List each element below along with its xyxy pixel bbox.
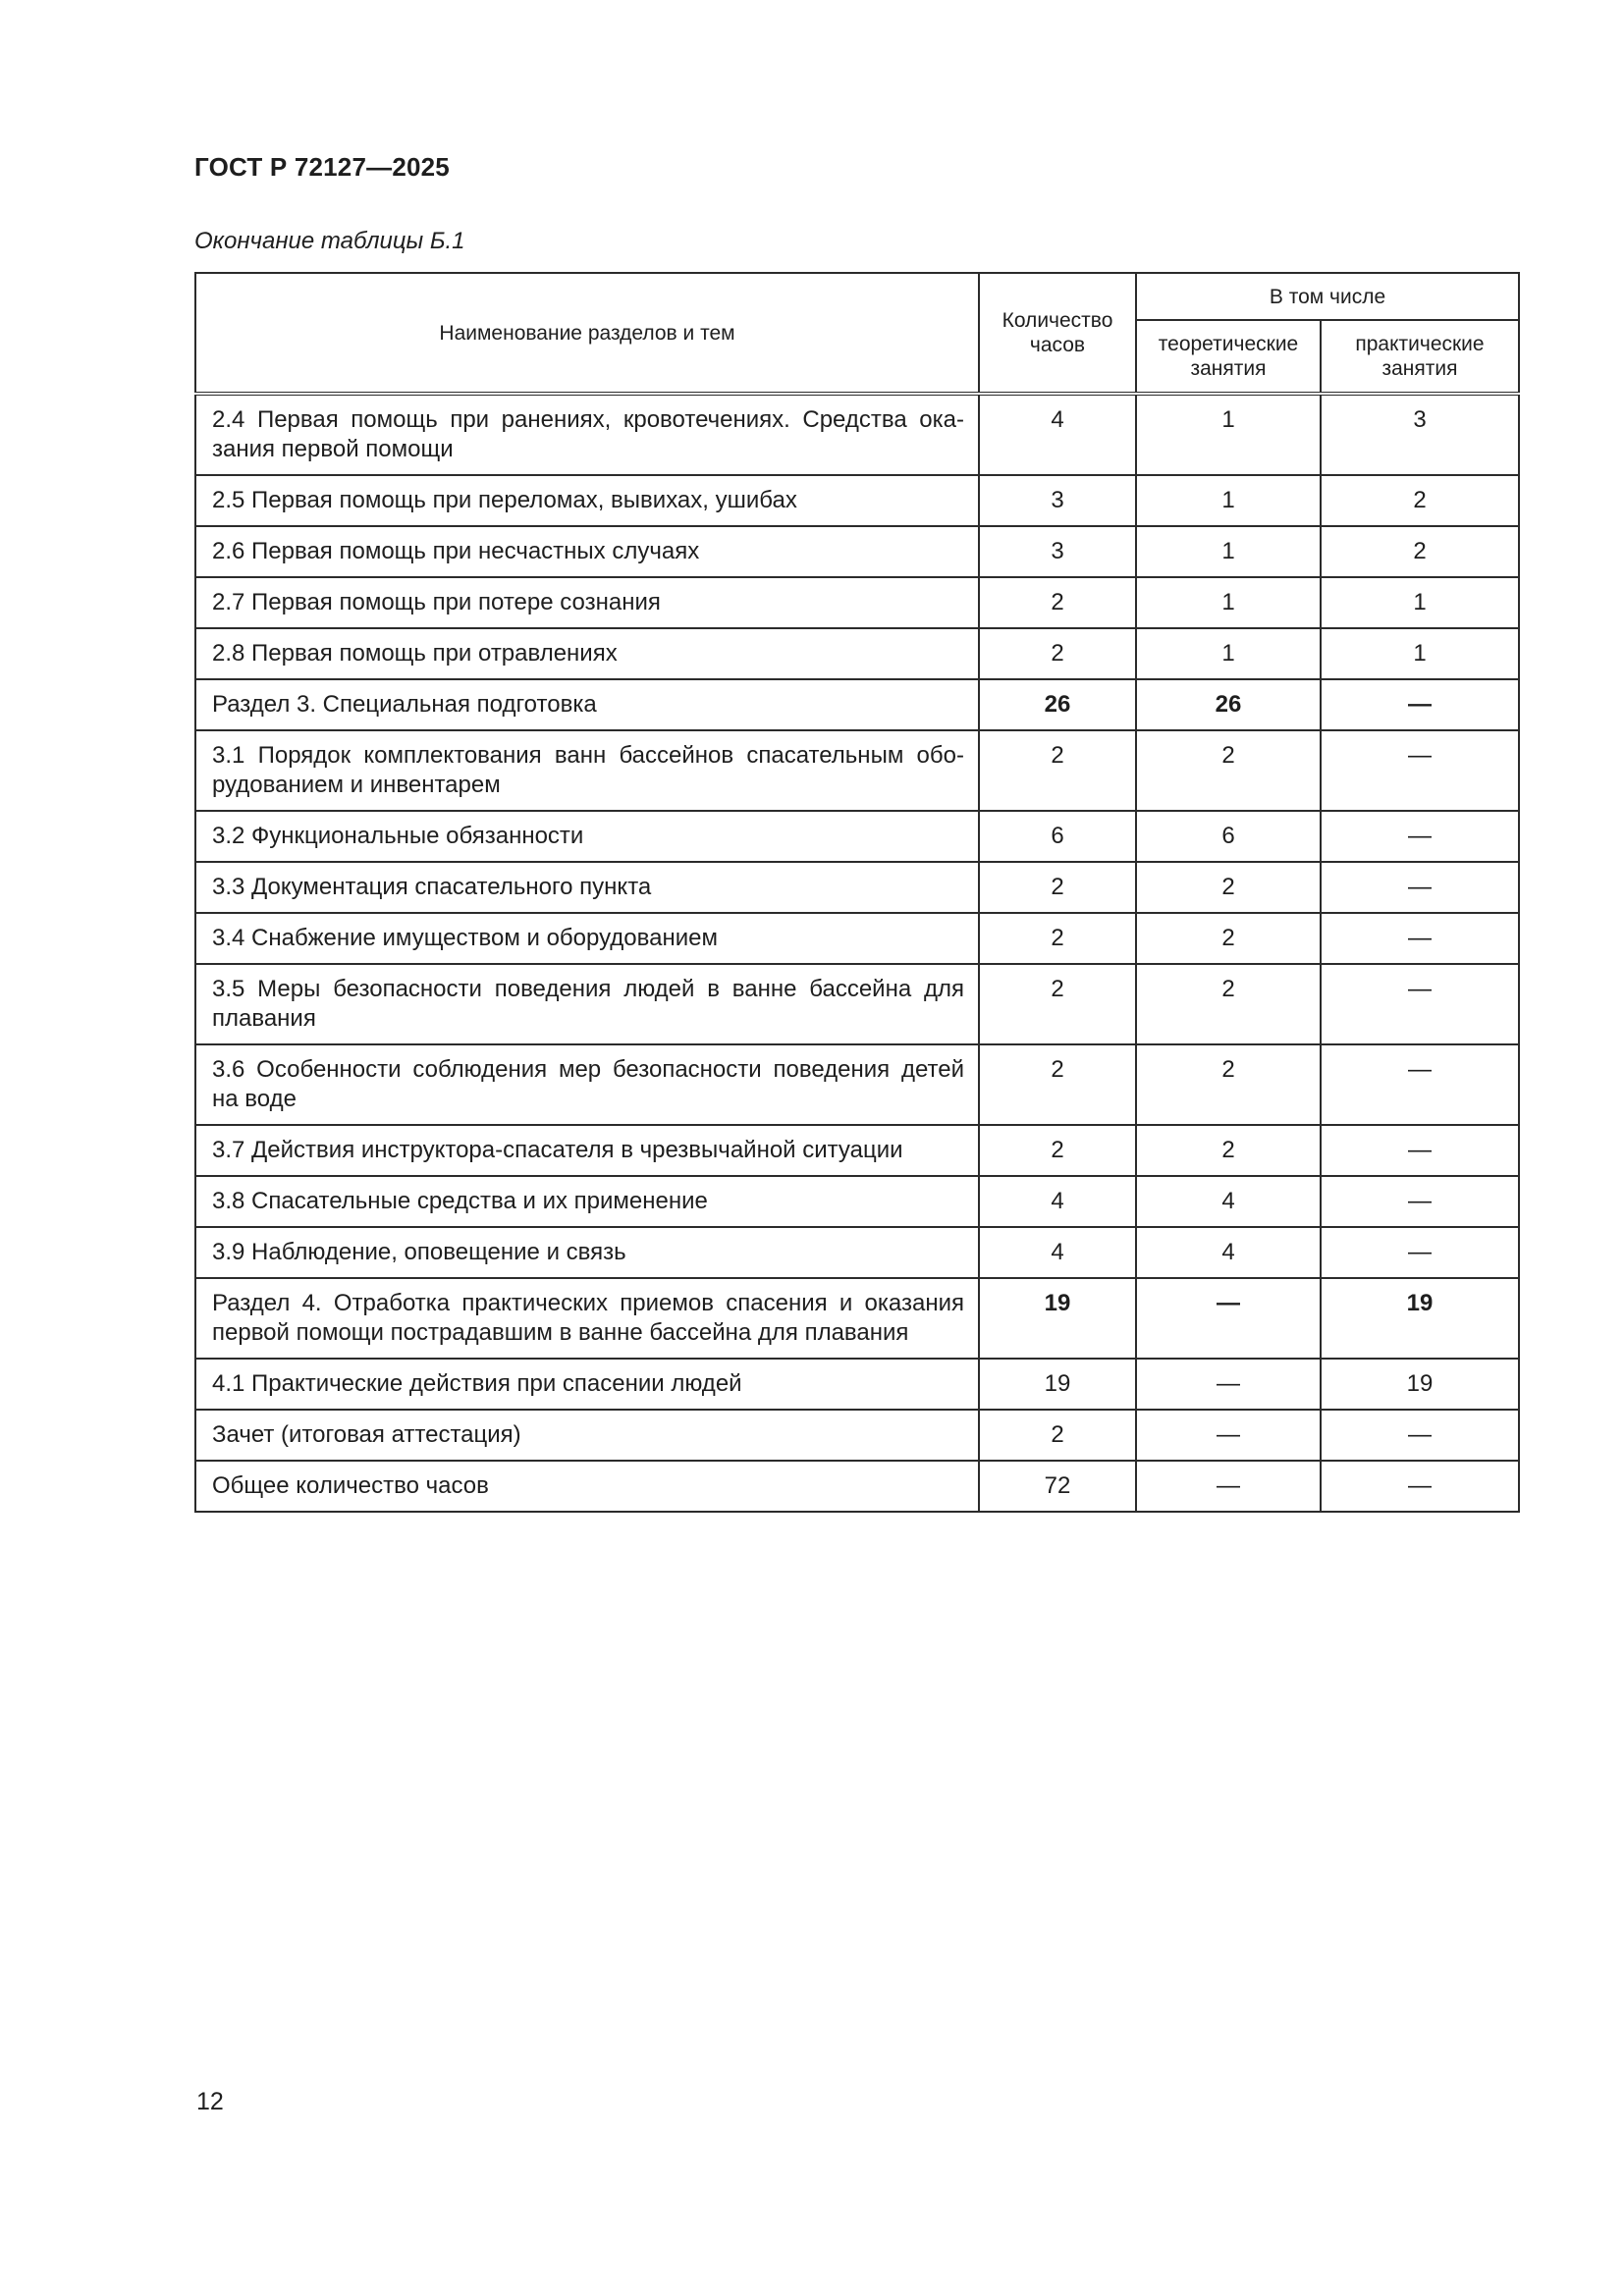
column-header-including: В том числе [1136,273,1519,320]
row-practice-hours: 1 [1321,577,1519,628]
row-topic-name: 3.8 Спасательные средства и их применение [195,1176,979,1227]
row-topic-name: 3.1 Порядок комплектования ванн бассейнов спасательным обо-рудованием и инвентарем [195,730,979,811]
document-standard-number: ГОСТ Р 72127—2025 [194,152,450,182]
table-row [195,1359,1519,1410]
row-topic-name: 3.2 Функциональные обязанности [195,811,979,862]
row-hours: 3 [979,526,1136,577]
total-row [195,1461,1519,1512]
row-practice-hours: 1 [1321,628,1519,679]
row-theory-hours: — [1136,1410,1321,1461]
row-hours: 2 [979,1410,1136,1461]
row-theory-hours: 1 [1136,628,1321,679]
row-hours: 19 [979,1278,1136,1359]
row-hours: 6 [979,811,1136,862]
row-topic-name: 3.7 Действия инструктора-спасателя в чрезвычайной ситуации [195,1125,979,1176]
row-theory-hours: 2 [1136,862,1321,913]
row-topic-name: 2.7 Первая помощь при потере сознания [195,577,979,628]
column-header-theory: теоретические занятия [1136,320,1321,394]
row-theory-hours: — [1136,1359,1321,1410]
row-theory-hours: 2 [1136,964,1321,1044]
table-row [195,526,1519,577]
table-row [195,1125,1519,1176]
row-topic-name: 2.6 Первая помощь при несчастных случаях [195,526,979,577]
row-practice-hours: 2 [1321,475,1519,526]
row-theory-hours: 26 [1136,679,1321,730]
row-hours: 26 [979,679,1136,730]
row-theory-hours: 4 [1136,1176,1321,1227]
row-hours: 4 [979,1176,1136,1227]
column-header-practice: практические занятия [1321,320,1519,394]
table-row [195,1410,1519,1461]
table-row [195,730,1519,811]
row-topic-name: 3.5 Меры безопасности поведения людей в ванне бассейна для плавания [195,964,979,1044]
table-row [195,394,1519,475]
row-theory-hours: 1 [1136,475,1321,526]
section-row [195,1278,1519,1359]
row-practice-hours: 2 [1321,526,1519,577]
row-practice-hours: — [1321,679,1519,730]
row-practice-hours: — [1321,1410,1519,1461]
row-hours: 4 [979,394,1136,475]
column-header-hours: Количество часов [979,273,1136,394]
row-hours: 72 [979,1461,1136,1512]
row-practice-hours: — [1321,730,1519,811]
table-row [195,913,1519,964]
row-hours: 2 [979,628,1136,679]
row-practice-hours: — [1321,964,1519,1044]
row-topic-name: 2.4 Первая помощь при ранениях, кровотечениях. Средства ока-зания первой помощи [195,394,979,475]
table-caption: Окончание таблицы Б.1 [194,228,465,254]
row-hours: 2 [979,730,1136,811]
row-topic-name: 3.6 Особенности соблюдения мер безопасности поведения детей на воде [195,1044,979,1125]
row-hours: 2 [979,964,1136,1044]
row-hours: 2 [979,577,1136,628]
row-practice-hours: — [1321,1176,1519,1227]
row-topic-name: Зачет (итоговая аттестация) [195,1410,979,1461]
table-row [195,811,1519,862]
section-row [195,679,1519,730]
row-topic-name: 4.1 Практические действия при спасении людей [195,1359,979,1410]
table-row [195,475,1519,526]
row-hours: 3 [979,475,1136,526]
row-theory-hours: 4 [1136,1227,1321,1278]
section-name: Раздел 3. Специальная подготовка [195,679,979,730]
row-practice-hours: — [1321,862,1519,913]
row-theory-hours: 2 [1136,913,1321,964]
row-practice-hours: — [1321,1461,1519,1512]
table-row [195,577,1519,628]
row-theory-hours: 2 [1136,730,1321,811]
row-topic-name: 2.8 Первая помощь при отравлениях [195,628,979,679]
table-row [195,964,1519,1044]
row-theory-hours: 1 [1136,577,1321,628]
row-topic-name: 3.3 Документация спасательного пункта [195,862,979,913]
row-hours: 2 [979,862,1136,913]
row-theory-hours: — [1136,1278,1321,1359]
table-row [195,1044,1519,1125]
row-theory-hours: 2 [1136,1125,1321,1176]
row-practice-hours: — [1321,913,1519,964]
row-theory-hours: 2 [1136,1044,1321,1125]
row-theory-hours: 6 [1136,811,1321,862]
row-theory-hours: 1 [1136,526,1321,577]
row-hours: 2 [979,1125,1136,1176]
row-theory-hours: 1 [1136,394,1321,475]
column-header-name: Наименование разделов и тем [195,273,979,394]
row-practice-hours: 19 [1321,1359,1519,1410]
hours-table [194,272,1520,1513]
page-number: 12 [196,2088,224,2115]
row-practice-hours: — [1321,1125,1519,1176]
row-practice-hours: 19 [1321,1278,1519,1359]
row-topic-name: 3.9 Наблюдение, оповещение и связь [195,1227,979,1278]
row-topic-name: 3.4 Снабжение имуществом и оборудованием [195,913,979,964]
table-row [195,862,1519,913]
row-topic-name: Общее количество часов [195,1461,979,1512]
row-practice-hours: — [1321,811,1519,862]
row-practice-hours: 3 [1321,394,1519,475]
row-practice-hours: — [1321,1227,1519,1278]
table-row [195,1227,1519,1278]
row-hours: 4 [979,1227,1136,1278]
table-row [195,628,1519,679]
table-row [195,1176,1519,1227]
row-topic-name: 2.5 Первая помощь при переломах, вывихах, ушибах [195,475,979,526]
row-hours: 2 [979,1044,1136,1125]
row-theory-hours: — [1136,1461,1321,1512]
row-practice-hours: — [1321,1044,1519,1125]
row-hours: 2 [979,913,1136,964]
section-name: Раздел 4. Отработка практических приемов спасения и оказания первой помощи пострадавшим в ванне бассейна для плавания [195,1278,979,1359]
row-hours: 19 [979,1359,1136,1410]
